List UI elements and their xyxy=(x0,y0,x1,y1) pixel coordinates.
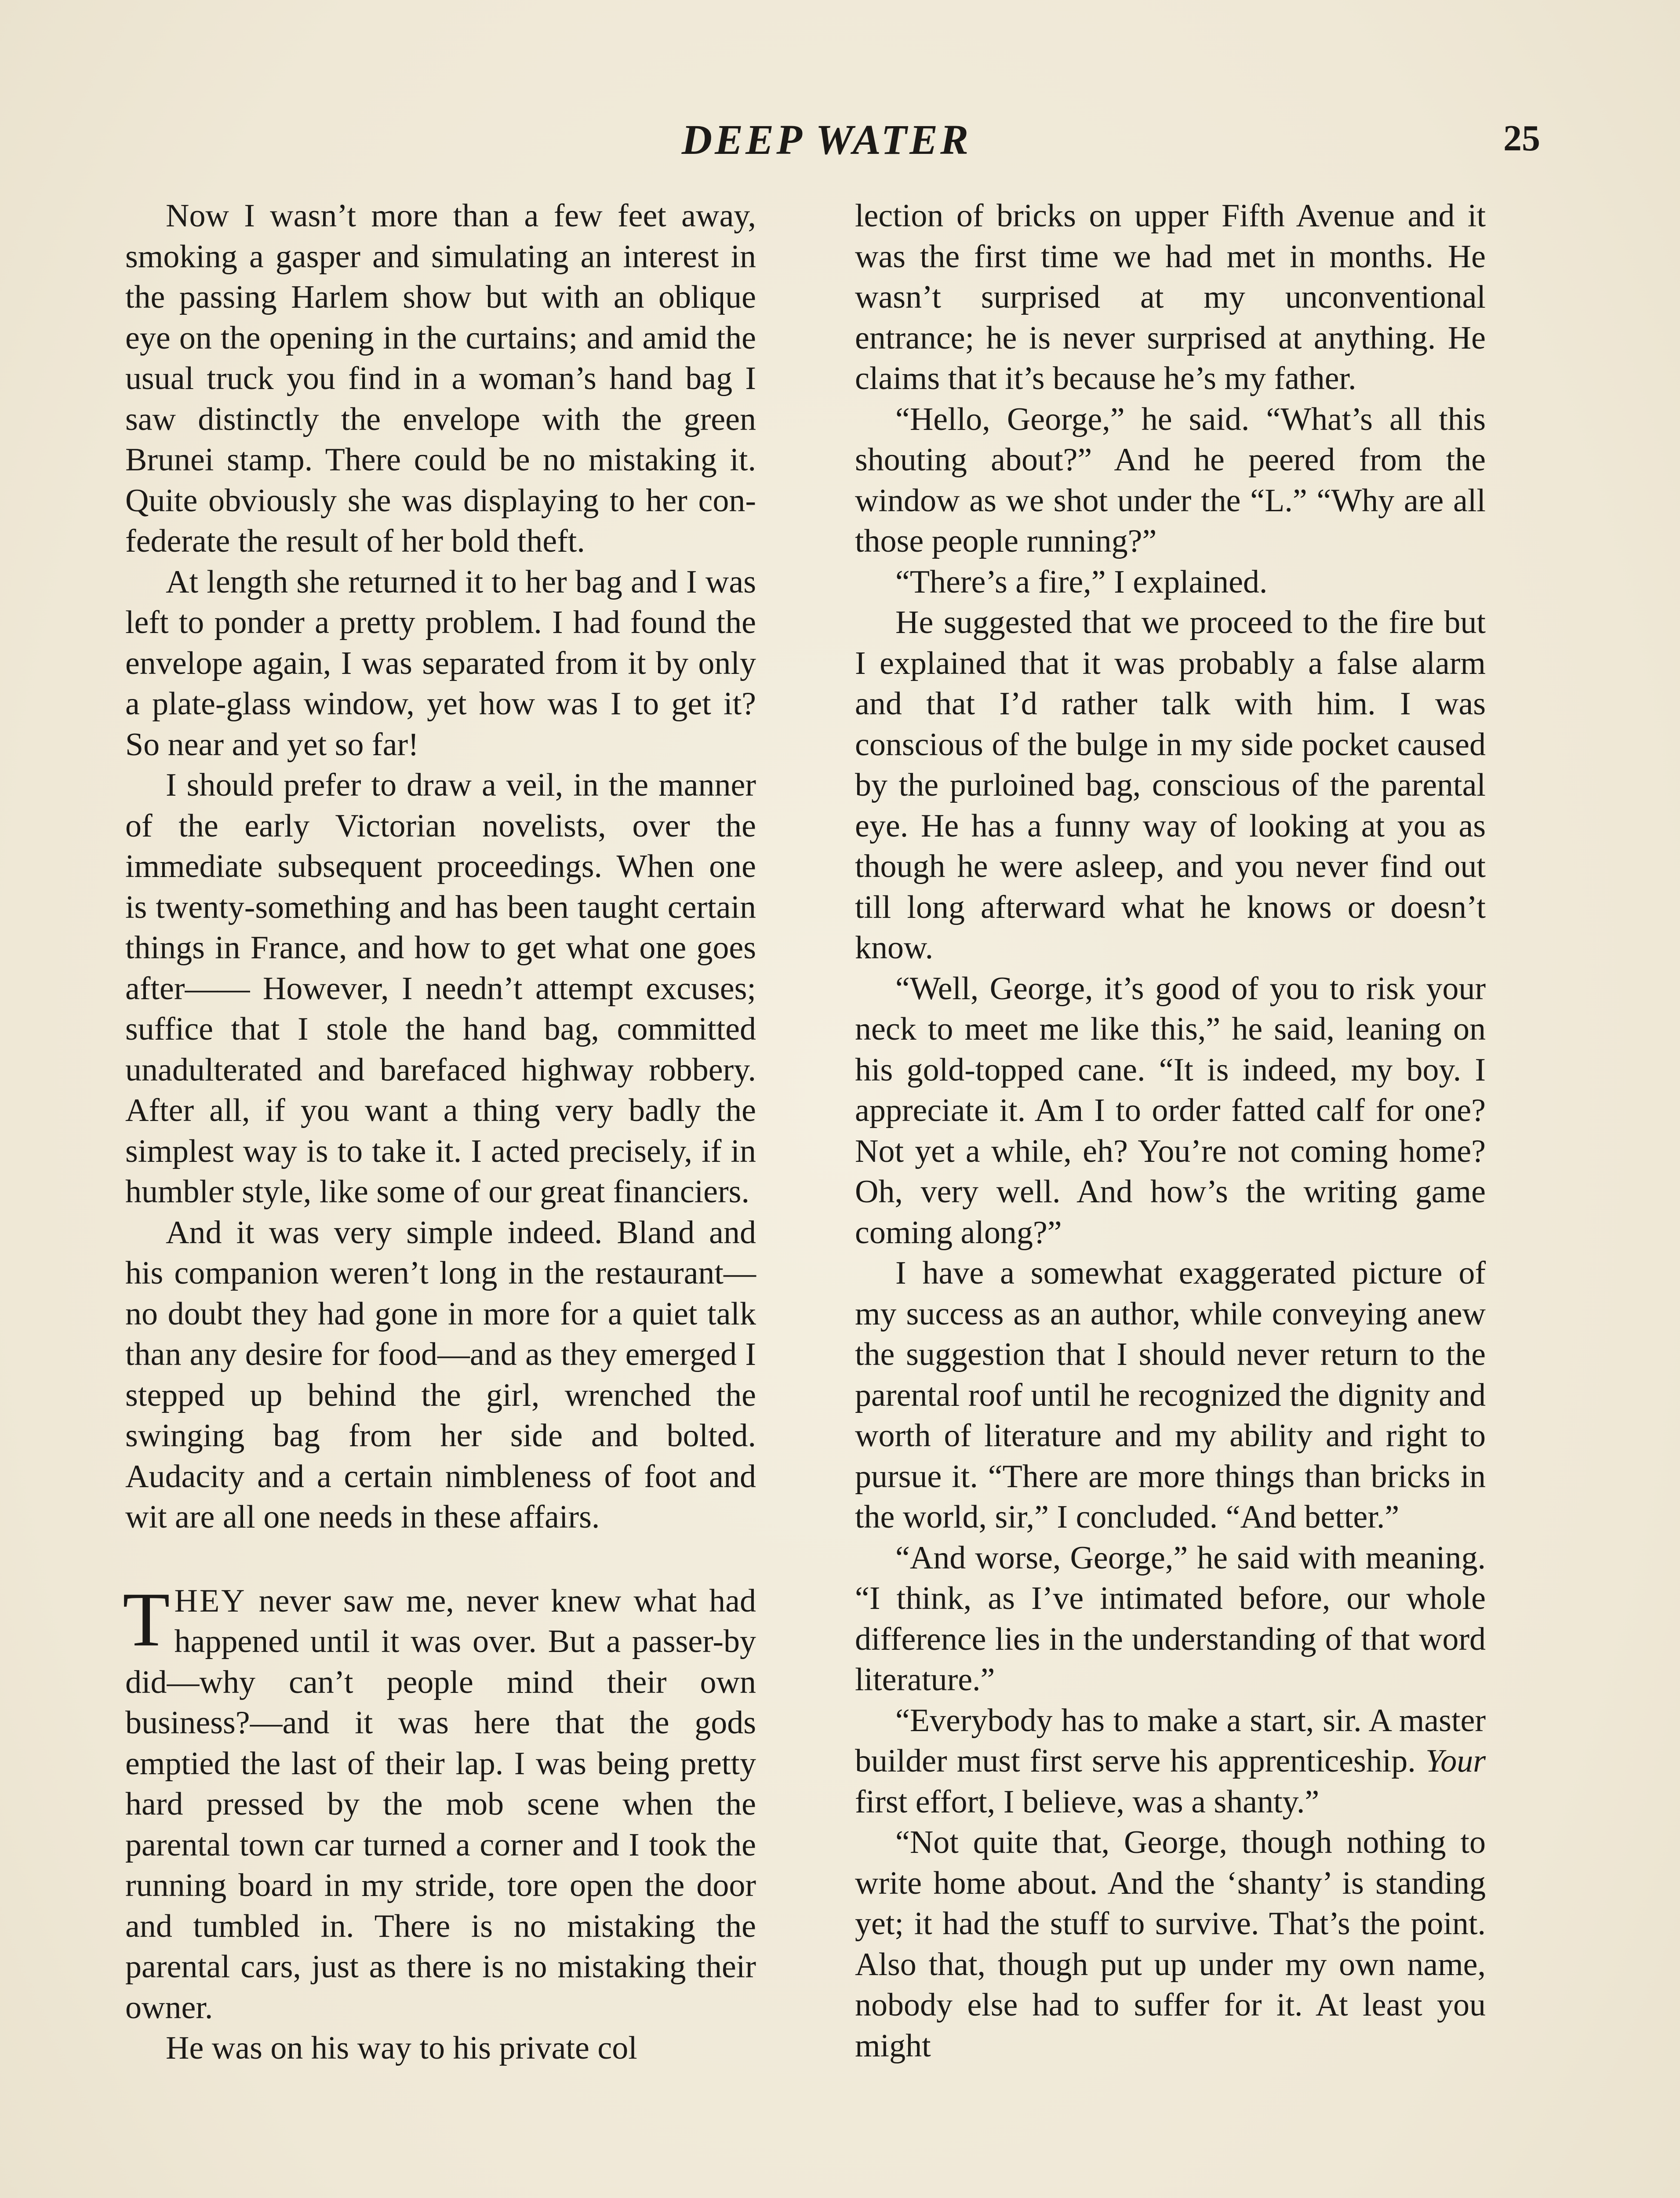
paragraph xyxy=(855,1700,1486,1823)
italic-word: Your xyxy=(1425,1743,1486,1779)
paragraph: Now I wasn’t more than a few feet away, smoking a gasper and simulating an interest in the passing Harlem show but with an oblique eye on the opening in the curtains; and amid the usual truck you find in a woman’s hand bag I saw distinctly the envelope with the green Brunei stamp. There could be no mistaking it. Quite obviously she was displaying to her confederate the result of her bold theft. xyxy=(125,198,756,559)
small-caps-lead: HEY xyxy=(174,1583,247,1619)
left-column xyxy=(125,196,756,2069)
paragraph-text: first effort, I believe, was a shanty.” xyxy=(855,1783,1320,1820)
running-title: DEEP WATER xyxy=(681,116,971,163)
paragraph-text: “Everybody has to make a start, sir. A master builder must first serve his apprenticeship. xyxy=(855,1702,1486,1779)
paragraph: “And worse, George,” he said with meaning. “I think, as I’ve intimated before, our whole difference lies in the understanding of that word literature.” xyxy=(855,1539,1486,1698)
paragraph: He suggested that we proceed to the fire but I explained that it was probably a false alarm and that I’d rather talk with him. I was conscious of the bulge in my side pocket caused by the purloined bag, conscious of the parental eye. He has a funny way of looking at you as though he were asleep, and you never find out till long afterward what he knows or doesn’t know. xyxy=(855,604,1486,966)
page-number: 25 xyxy=(1503,118,1540,159)
paragraph: “Hello, George,” he said. “What’s all this shouting about?” And he peered from the window as we shot under the “L.” “Why are all those people running?” xyxy=(855,401,1486,559)
section-paragraph xyxy=(123,1576,756,2028)
right-column xyxy=(855,196,1486,2066)
paragraph: I have a somewhat exaggerated picture of my success as an author, while conveying anew the suggestion that I should never return to the parental roof until he recognized the dignity and worth of literature and my ability and right to pursue it. “There are more things than bricks in the world, sir,” I concluded. “And better.” xyxy=(855,1255,1486,1535)
paragraph: I should prefer to draw a veil, in the manner of the early Victorian novelists, over the immediate subsequent proceedings. When one is twenty-something and has been taught certain things in France, and how to get what one goes after—— However, I needn’t attempt excuses; suffice that I stole the hand bag, committed unadulterated and barefaced highway robbery. After all, if you want a thing very badly the simplest way is to take it. I acted precisely, if in humbler style, like some of our great financiers. xyxy=(125,767,756,1210)
paragraph: At length she returned it to her bag and I was left to ponder a pretty problem. I had found the envelope again, I was separated from it by only a plate-glass window, yet how was I to get it? So near and yet so far! xyxy=(125,564,756,763)
paragraph-text: never saw me, never knew what had happened until it was over. But a passer-by did—why can’t people mind their own business?—and it was here that the gods emptied the last of their lap. I was being pretty hard pressed by the mob scene when the parental town car turned a corner and I took the running board in my stride, tore open the door and tumbled in. There is no mistaking the parental cars, just as there is no mistaking their owner. xyxy=(125,1583,756,2026)
paragraph: “There’s a fire,” I explained. xyxy=(895,564,1268,600)
paragraph: “Not quite that, George, though nothing to write home about. And the ‘shanty’ is standing yet; it had the stuff to survive. That’s the point. Also that, though put up under my own name, nobody else had to suffer for it. At least you might xyxy=(855,1824,1486,2064)
paragraph-continued: lection of bricks on upper Fifth Avenue and it was the first time we had met in months. He wasn’t surprised at my unconventional entrance; he is never surprised at anything. He claims that it’s because he’s my father. xyxy=(855,198,1486,397)
paragraph: “Well, George, it’s good of you to risk your neck to meet me like this,” he said, leaning on his gold-topped cane. “It is indeed, my boy. I appreciate it. Am I to order fatted calf for one? Not yet a while, eh? You’re not coming home? Oh, very well. And how’s the writing game coming along?” xyxy=(855,970,1486,1251)
paragraph: He was on his way to his private col xyxy=(166,2030,637,2066)
paragraph: And it was very simple indeed. Bland and his companion weren’t long in the restaurant—no doubt they had gone in more for a quiet talk than any desire for food—and as they emerged I stepped up behind the girl, wrenched the swinging bag from her side and bolted. Audacity and a certain nimbleness of foot and wit are all one needs in these affairs. xyxy=(125,1214,756,1535)
drop-cap: T xyxy=(123,1576,170,1663)
